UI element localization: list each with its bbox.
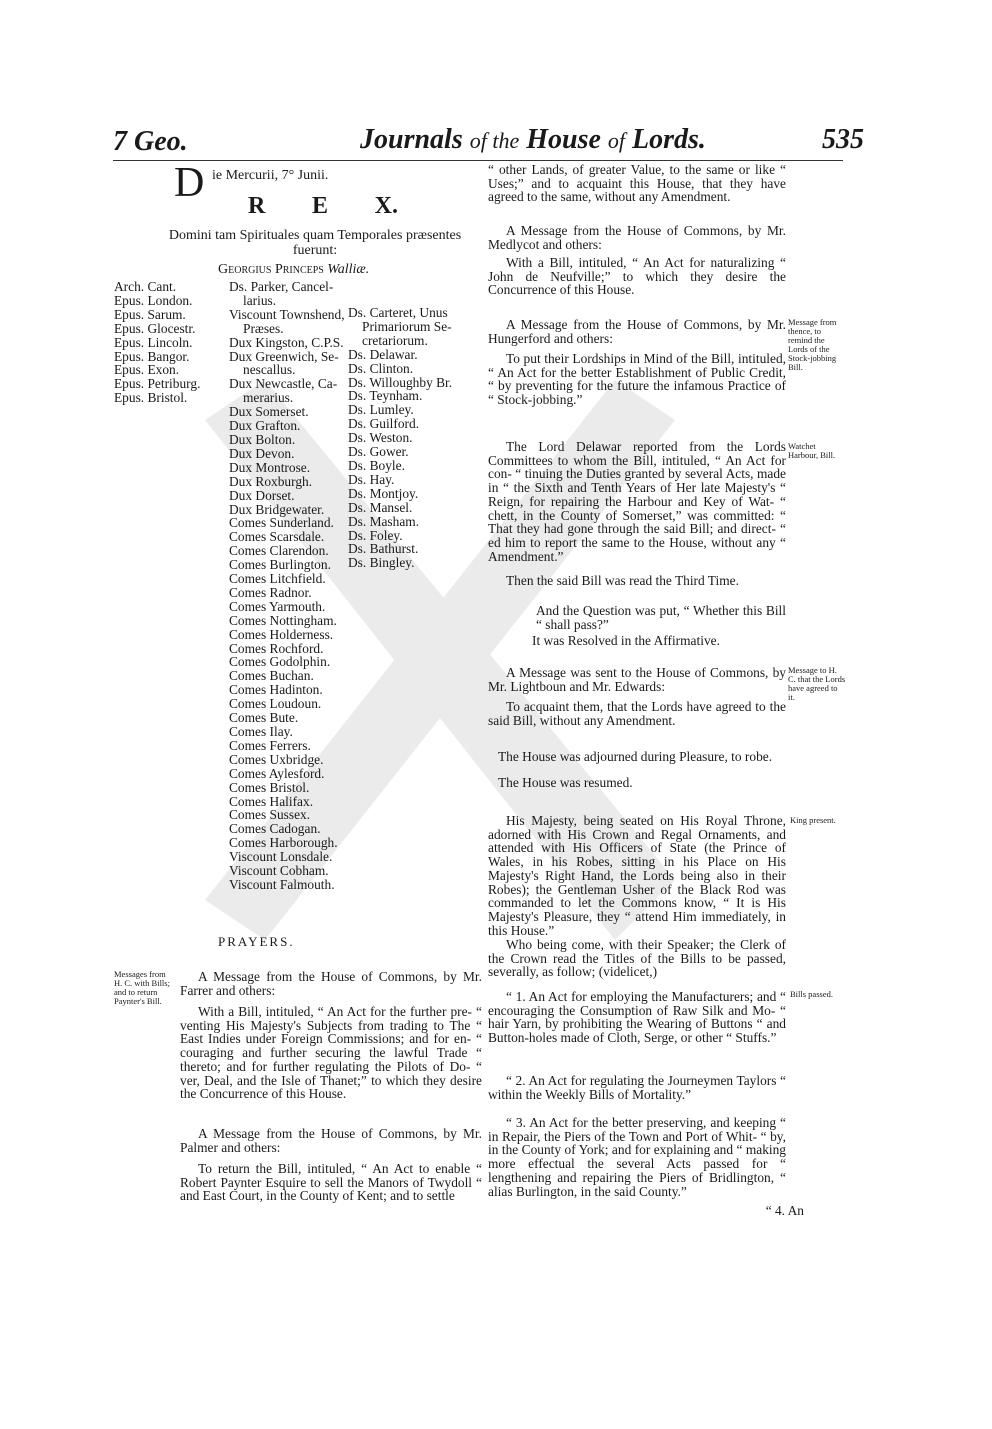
attendee-entry: Viscount Townshend, bbox=[229, 306, 345, 322]
attendee-entry: Epus. Exon. bbox=[114, 362, 180, 378]
attendee-entry: Epus. Lincoln. bbox=[114, 334, 193, 350]
attendee-entry: Comes Ferrers. bbox=[229, 737, 311, 753]
left-para-4: To return the Bill, intituled, “ An Act to enable “ Robert Paynter Esquire to sell the Manors of Twydoll “ and East Court, in the County of Kent; and to settle bbox=[180, 1161, 482, 1204]
attendee-entry: Viscount Falmouth. bbox=[229, 876, 335, 892]
attendee-entry: Comes Yarmouth. bbox=[229, 598, 326, 614]
page-header-left: 7 Geo. bbox=[113, 126, 188, 157]
attendee-entry: Comes Godolphin. bbox=[229, 654, 331, 670]
attendee-entry: merarius. bbox=[243, 390, 294, 406]
right-para-7: Then the said Bill was read the Third Time. bbox=[506, 573, 739, 588]
attendee-entry: Comes Aylesford. bbox=[229, 765, 325, 781]
right-para-14: His Majesty, being seated on His Royal Throne, adorned with His Crown and Regal Ornaments, and attended with His Officers of State (the Prince of Wales, in his Robes, sitting in his Place on His Majesty's Right Hand, the Lords being also in their Robes); the Gentleman Usher of the Black Rod was commanded to let the Commons know, “ It is His Majesty's Pleasure, they “ attend Him immediately, in this House.” bbox=[488, 813, 786, 938]
title-word-of-the: of the bbox=[469, 128, 520, 153]
right-para-16: “ 1. An Act for employing the Manufacturers; and “ encouraging the Consumption of Raw Silk and Mo- “ hair Yarn, by prohibiting the Wearing of Buttons “ and Button-holes made of Cloth, Serge, or other “ Stuffs.” bbox=[488, 989, 786, 1046]
title-word-of: of bbox=[607, 128, 626, 153]
attendee-entry: Epus. London. bbox=[114, 292, 193, 308]
attendee-entry: Comes Halifax. bbox=[229, 793, 314, 809]
attendee-entry: Ds. Foley. bbox=[348, 527, 403, 543]
attendee-entry: Comes Burlington. bbox=[229, 557, 331, 573]
right-para-5: To put their Lordships in Mind of the Bill, intituled, “ An Act for the better Establishment of Public Credit, “ by preventing for the future the infamous Practice of “ Stock-jobbing.” bbox=[488, 351, 786, 408]
attendee-entry: Ds. Guilford. bbox=[348, 416, 420, 432]
attendee-entry: Ds. Lumley. bbox=[348, 402, 414, 418]
attendee-entry: Dux Bridgewater. bbox=[229, 501, 325, 517]
page-header-title bbox=[360, 124, 706, 156]
attendee-entry: Præses. bbox=[243, 320, 284, 336]
attendee-entry: Ds. Parker, Cancel- bbox=[229, 279, 334, 294]
right-para-2: A Message from the House of Commons, by Mr. Medlycot and others: bbox=[488, 223, 786, 252]
rex-letter-x: X. bbox=[374, 193, 398, 219]
attendee-entry: Comes Harborough. bbox=[229, 835, 338, 851]
lords-list-b bbox=[348, 306, 452, 570]
margin-note-king: King present. bbox=[790, 815, 836, 825]
attendee-entry: Comes Scarsdale. bbox=[229, 529, 325, 545]
attendee-entry: Comes Uxbridge. bbox=[229, 751, 324, 767]
lords-list-a bbox=[229, 280, 345, 892]
right-para-11: To acquaint them, that the Lords have agreed to the said Bill, without any Amendment. bbox=[488, 699, 786, 728]
attendee-entry: Ds. Bathurst. bbox=[348, 541, 419, 557]
title-word-house: House bbox=[526, 124, 601, 155]
attendee-entry: Comes Ilay. bbox=[229, 724, 293, 739]
page-number: 535 bbox=[822, 124, 864, 155]
right-para-3: With a Bill, intituled, “ An Act for naturalizing “ John de Neufville;” to which they desire the Concurrence of this House. bbox=[488, 255, 786, 298]
right-para-4: A Message from the House of Commons, by Mr. Hungerford and others: bbox=[488, 317, 786, 346]
rex-heading bbox=[248, 193, 398, 220]
attendee-entry: Comes Bristol. bbox=[229, 779, 310, 795]
right-para-9: It was Resolved in the Affirmative. bbox=[532, 633, 720, 648]
attendee-entry: Epus. Petriburg. bbox=[114, 376, 201, 392]
prince-title: Walliæ. bbox=[327, 262, 370, 277]
prince-prefix: Georgius Princeps bbox=[218, 262, 324, 277]
right-para-1: “ other Lands, of greater Value, to the same or like “ Uses;” and to acquaint this House, that they have agreed to the same, without any Amendment. bbox=[488, 162, 786, 205]
session-date: ie Mercurii, 7° Junii. bbox=[212, 168, 329, 183]
right-para-15: Who being come, with their Speaker; the Clerk of the Crown read the Titles of the Bills to be passed, severally, as follow; (videlicet,) bbox=[488, 937, 786, 980]
attendee-entry: Comes Bute. bbox=[229, 710, 299, 726]
attendee-entry: Epus. Bangor. bbox=[114, 348, 190, 364]
prince-of-wales-line bbox=[218, 262, 369, 278]
attendee-entry: Ds. Bingley. bbox=[348, 555, 415, 571]
left-para-3: A Message from the House of Commons, by Mr. Palmer and others: bbox=[180, 1126, 482, 1155]
margin-note-watchet: Watchet Harbour, Bill. bbox=[788, 441, 836, 460]
attendee-entry: Ds. Gower. bbox=[348, 444, 409, 460]
attendee-entry: cretariorum. bbox=[362, 332, 428, 348]
attendee-entry: Epus. Bristol. bbox=[114, 390, 188, 406]
attendee-entry: Comes Nottingham. bbox=[229, 612, 337, 628]
attendee-entry: Dux Somerset. bbox=[229, 404, 309, 420]
attendee-entry: Comes Clarendon. bbox=[229, 543, 329, 559]
attendee-entry: Dux Bolton. bbox=[229, 431, 296, 447]
left-para-2: With a Bill, intituled, “ An Act for the further pre- “ venting His Majesty's Subjects from trading to The “ East Indies under Foreign Commissions; and for en- “ couraging and further securing the lawful Trade “ thereto; and for further regulating the Pilots of Do- “ ver, Deal, and the Isle of Thanet;” to which they desire the Concurrence of this House. bbox=[180, 1004, 482, 1102]
attendee-entry: Dux Dorset. bbox=[229, 487, 295, 503]
attendee-entry: Ds. Mansel. bbox=[348, 499, 413, 515]
attendee-entry: Comes Cadogan. bbox=[229, 821, 321, 837]
attendee-entry: Ds. Montjoy. bbox=[348, 485, 419, 501]
attendee-entry: Comes Loudoun. bbox=[229, 696, 322, 712]
margin-note-message-hc: Message to H. C. that the Lords have agreed to it. bbox=[788, 665, 846, 702]
attendee-entry: Comes Radnor. bbox=[229, 584, 312, 600]
attendance-heading: Domini tam Spirituales quam Temporales præsentes fuerunt: bbox=[168, 228, 462, 258]
attendee-entry: Comes Sunderland. bbox=[229, 515, 334, 531]
rex-letter-r: R bbox=[248, 193, 266, 219]
right-para-18: “ 3. An Act for the better preserving, and keeping “ in Repair, the Piers of the Town and Port of Whit- “ by, in the County of York; and for explaining and “ making more effectual the several Acts passed for “ lengthening and repairing the Piers of Bridlington, “ alias Burlington, in the said County.” bbox=[488, 1115, 786, 1199]
attendee-entry: Ds. Weston. bbox=[348, 430, 413, 446]
attendee-entry: Arch. Cant. bbox=[114, 279, 177, 294]
catchword: “ 4. An bbox=[765, 1203, 804, 1218]
attendee-entry: Ds. Hay. bbox=[348, 471, 395, 487]
attendee-entry: Ds. Masham. bbox=[348, 513, 420, 529]
title-word-lords: Lords. bbox=[632, 124, 706, 155]
right-para-13: The House was resumed. bbox=[498, 775, 633, 790]
right-para-8: And the Question was put, “ Whether this Bill “ shall pass?” bbox=[536, 603, 786, 632]
margin-note-bills: Bills passed. bbox=[790, 989, 833, 999]
attendee-entry: Comes Hadinton. bbox=[229, 682, 323, 698]
attendee-entry: Dux Newcastle, Ca- bbox=[229, 376, 338, 392]
attendee-entry: Dux Roxburgh. bbox=[229, 473, 313, 489]
attendee-entry: Comes Rochford. bbox=[229, 640, 324, 656]
bishops-list bbox=[114, 280, 200, 405]
attendee-entry: Dux Kingston, C.P.S. bbox=[229, 334, 344, 350]
attendee-entry: Ds. Clinton. bbox=[348, 360, 414, 376]
attendee-entry: larius. bbox=[243, 292, 277, 308]
attendee-entry: Ds. Delawar. bbox=[348, 346, 418, 362]
title-word-journals: Journals bbox=[360, 124, 463, 155]
attendee-entry: Viscount Lonsdale. bbox=[229, 849, 333, 865]
right-para-6: The Lord Delawar reported from the Lords Committees to whom the Bill, intituled, “ An Act for con- “ tinuing the Duties granted by several Acts, made in “ the Sixth and Tenth Years of Her late Majesty's “ Reign, for repairing the Harbour and Key of Wat- “ chett, in the County of Somerset,” was committed: “ That they had gone through the said Bill; and direct- “ ed him to report the same to the House, without any “ Amendment.” bbox=[488, 439, 786, 564]
attendee-entry: Comes Holderness. bbox=[229, 626, 334, 642]
attendee-entry: Dux Greenwich, Se- bbox=[229, 348, 339, 364]
attendee-entry: Viscount Cobham. bbox=[229, 863, 329, 879]
attendee-entry: Ds. Teynham. bbox=[348, 388, 423, 404]
prayers-heading: PRAYERS. bbox=[218, 934, 295, 949]
attendee-entry: Comes Sussex. bbox=[229, 807, 311, 823]
attendee-entry: Comes Litchfield. bbox=[229, 571, 326, 587]
attendee-entry: nescallus. bbox=[243, 362, 296, 378]
attendee-entry: Dux Grafton. bbox=[229, 418, 301, 434]
attendee-entry: Epus. Glocestr. bbox=[114, 320, 196, 336]
margin-note-messages: Messages from H. C. with Bills; and to return Paynter's Bill. bbox=[114, 969, 170, 1006]
attendee-entry: Dux Montrose. bbox=[229, 459, 311, 475]
attendee-entry: Epus. Sarum. bbox=[114, 306, 186, 322]
left-para-1: A Message from the House of Commons, by Mr. Farrer and others: bbox=[180, 969, 482, 998]
drop-cap: D bbox=[174, 160, 205, 206]
attendee-entry: Dux Devon. bbox=[229, 445, 295, 461]
right-para-10: A Message was sent to the House of Commons, by Mr. Lightboun and Mr. Edwards: bbox=[488, 665, 786, 694]
attendee-entry: Comes Buchan. bbox=[229, 668, 314, 684]
right-para-17: “ 2. An Act for regulating the Journeymen Taylors “ within the Weekly Bills of Mortality.” bbox=[488, 1073, 786, 1102]
rex-letter-e: E bbox=[311, 193, 328, 219]
attendee-entry: Ds. Boyle. bbox=[348, 457, 405, 473]
attendee-entry: Primariorum Se- bbox=[362, 318, 452, 334]
attendee-entry: Ds. Willoughby Br. bbox=[348, 374, 453, 390]
right-para-12: The House was adjourned during Pleasure, to robe. bbox=[498, 749, 773, 764]
attendee-entry: Ds. Carteret, Unus bbox=[348, 305, 448, 320]
margin-note-remind: Message from thence, to remind the Lords of the Stock-jobbing Bill. bbox=[788, 317, 837, 372]
header-rule bbox=[113, 160, 843, 161]
